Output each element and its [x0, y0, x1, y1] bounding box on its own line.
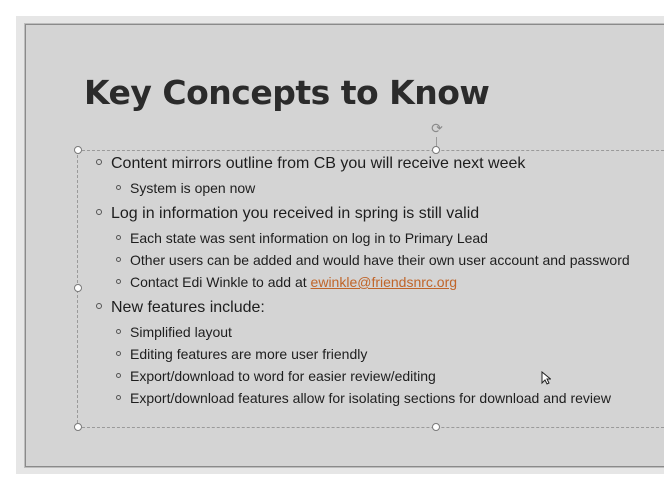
bullet-marker-icon: [96, 209, 102, 215]
bullet-text: Export/download features allow for isolating sections for download and review: [130, 390, 611, 406]
bullet-text: Content mirrors outline from CB you will receive next week: [111, 155, 526, 172]
slide-title[interactable]: Key Concepts to Know: [84, 73, 490, 112]
pointer-cursor-icon: [541, 371, 551, 385]
bullet-level2[interactable]: [116, 274, 457, 290]
bullet-marker-icon: [116, 235, 121, 240]
bullet-marker-icon: [116, 257, 121, 262]
resize-handle-bottom-left[interactable]: [74, 423, 82, 431]
bullet-level2[interactable]: [116, 346, 367, 362]
bullet-marker-icon: [116, 329, 121, 334]
bullet-marker-icon: [116, 395, 121, 400]
bullet-marker-icon: [116, 351, 121, 356]
bullet-text: New features include:: [111, 299, 265, 316]
bullet-text: Each state was sent information on log in to Primary Lead: [130, 230, 488, 246]
bullet-level2[interactable]: [116, 180, 255, 196]
bullet-marker-icon: [116, 185, 121, 190]
bullet-level1[interactable]: [96, 205, 479, 223]
slide[interactable]: [25, 24, 664, 467]
bullet-text: System is open now: [130, 180, 256, 196]
bullet-level2[interactable]: [116, 390, 611, 406]
bullet-level1[interactable]: [96, 299, 265, 317]
bullet-text: Simplified layout: [130, 324, 232, 340]
bullet-text: Log in information you received in spring is still valid: [111, 205, 480, 222]
bullet-marker-icon: [96, 159, 102, 165]
bullet-text: Editing features are more user friendly: [130, 346, 368, 362]
bullet-level2[interactable]: [116, 230, 488, 246]
bullet-marker-icon: [116, 373, 121, 378]
resize-handle-middle-left[interactable]: [74, 284, 82, 292]
bullet-marker-icon: [116, 279, 121, 284]
bullet-text: Contact Edi Winkle to add at: [130, 274, 311, 290]
bullet-level1[interactable]: [96, 155, 525, 173]
resize-handle-top-center[interactable]: [432, 146, 440, 154]
bullet-text: Other users can be added and would have their own user account and password: [130, 252, 630, 268]
rotate-icon[interactable]: ⟳: [431, 120, 443, 136]
resize-handle-bottom-center[interactable]: [432, 423, 440, 431]
bullet-text: Export/download to word for easier review/editing: [130, 368, 436, 384]
email-link[interactable]: ewinkle@friendsnrc.org: [310, 274, 458, 290]
resize-handle-top-left[interactable]: [74, 146, 82, 154]
bullet-level2[interactable]: [116, 324, 232, 340]
bullet-level2[interactable]: [116, 252, 630, 268]
bullet-marker-icon: [96, 303, 102, 309]
bullet-level2[interactable]: [116, 368, 436, 384]
